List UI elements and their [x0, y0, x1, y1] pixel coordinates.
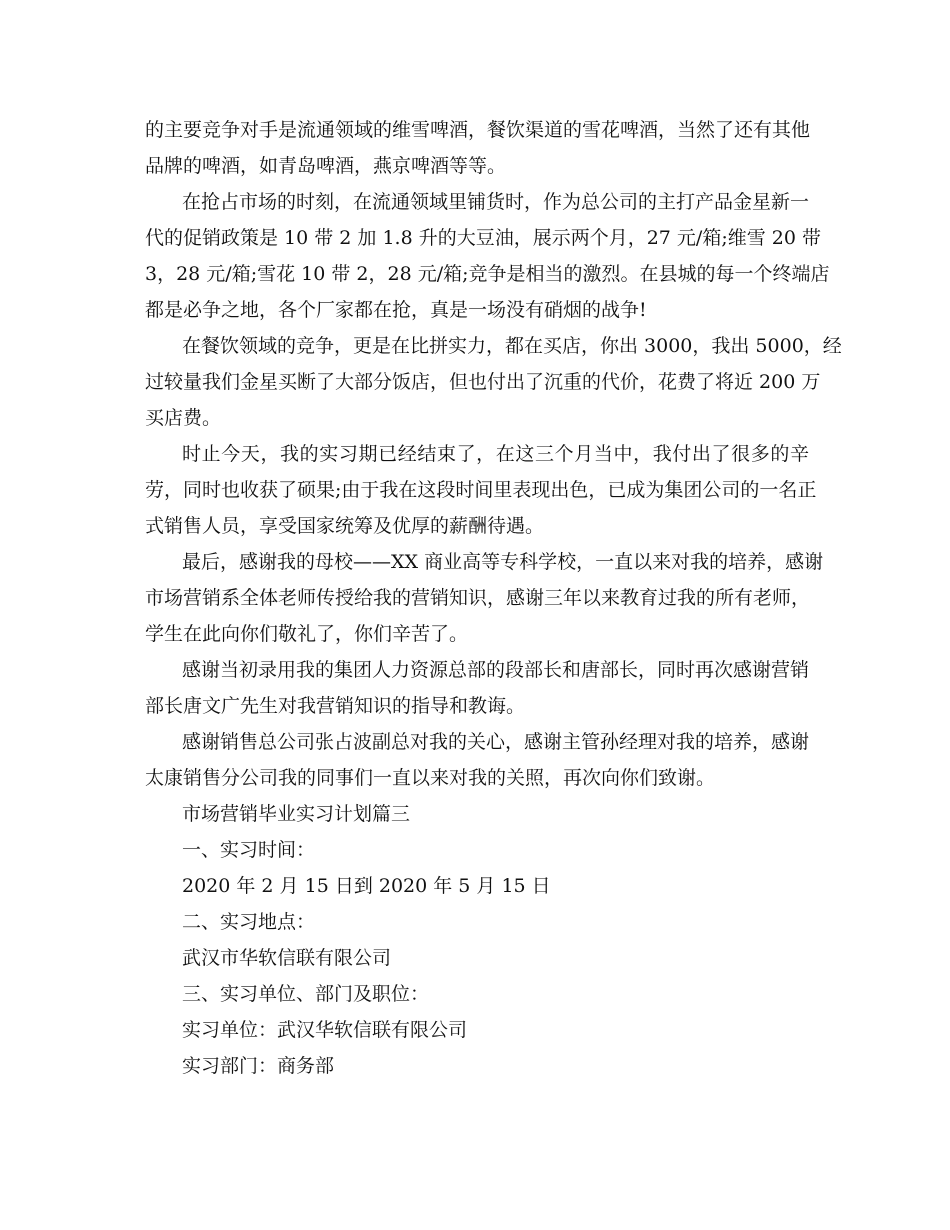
text-line: 太康销售分公司我的同事们一直以来对我的关照，再次向你们致谢。	[145, 767, 716, 789]
text-line: 品牌的啤酒，如青岛啤酒，燕京啤酒等等。	[145, 155, 507, 177]
document-body	[145, 112, 842, 1084]
text-line: 部长唐文广先生对我营销知识的指导和教诲。	[145, 695, 526, 717]
text-line: 过较量我们金星买断了大部分饭店，但也付出了沉重的代价，花费了将近 200 万	[145, 371, 821, 393]
item-value: 实习部门：商务部	[182, 1055, 335, 1077]
text-line: 式销售人员，享受国家统筹及优厚的薪酬待遇。	[145, 515, 545, 537]
paragraph-start-line: 感谢当初录用我的集团人力资源总部的段部长和唐部长，同时再次感谢营销	[182, 659, 810, 681]
item-value: 实习单位：武汉华软信联有限公司	[182, 1019, 468, 1041]
item-value: 2020 年 2 月 15 日到 2020 年 5 月 15 日	[182, 875, 551, 897]
section-heading: 市场营销毕业实习计划篇三	[182, 803, 411, 825]
paragraph-start-line: 时止今天，我的实习期已经结束了，在这三个月当中，我付出了很多的辛	[182, 443, 809, 465]
paragraph-start-line: 最后，感谢我的母校——XX 商业高等专科学校，一直以来对我的培养，感谢	[182, 551, 824, 573]
paragraph-start-line: 感谢销售总公司张占波副总对我的关心，感谢主管孙经理对我的培养，感谢	[182, 731, 810, 753]
text-line: 的主要竞争对手是流通领域的维雪啤酒，餐饮渠道的雪花啤酒，当然了还有其他	[145, 119, 811, 141]
text-line: 3，28 元/箱;雪花 10 带 2，28 元/箱;竞争是相当的激烈。在县城的每一个终端店	[145, 263, 830, 285]
text-line: 劳，同时也收获了硕果;由于我在这段时间里表现出色，已成为集团公司的一名正	[145, 479, 817, 501]
text-line: 都是必争之地，各个厂家都在抢，真是一场没有硝烟的战争!	[145, 299, 647, 321]
item-heading: 三、实习单位、部门及职位：	[182, 983, 430, 1005]
item-value: 武汉市华软信联有限公司	[182, 947, 392, 969]
paragraph-start-line: 在抢占市场的时刻，在流通领域里铺货时，作为总公司的主打产品金星新一	[182, 191, 810, 213]
item-heading: 二、实习地点：	[182, 911, 316, 933]
item-heading: 一、实习时间：	[182, 839, 316, 861]
text-line: 学生在此向你们敬礼了，你们辛苦了。	[145, 623, 469, 645]
text-line: 市场营销系全体老师传授给我的营销知识，感谢三年以来教育过我的所有老师，	[145, 587, 811, 609]
text-line: 代的促销政策是 10 带 2 加 1.8 升的大豆油，展示两个月，27 元/箱;维雪 20 带	[145, 227, 821, 249]
text-line: 买店费。	[145, 407, 222, 429]
paragraph-start-line: 在餐饮领域的竞争，更是在比拼实力，都在买店，你出 3000，我出 5000，经	[182, 335, 842, 357]
